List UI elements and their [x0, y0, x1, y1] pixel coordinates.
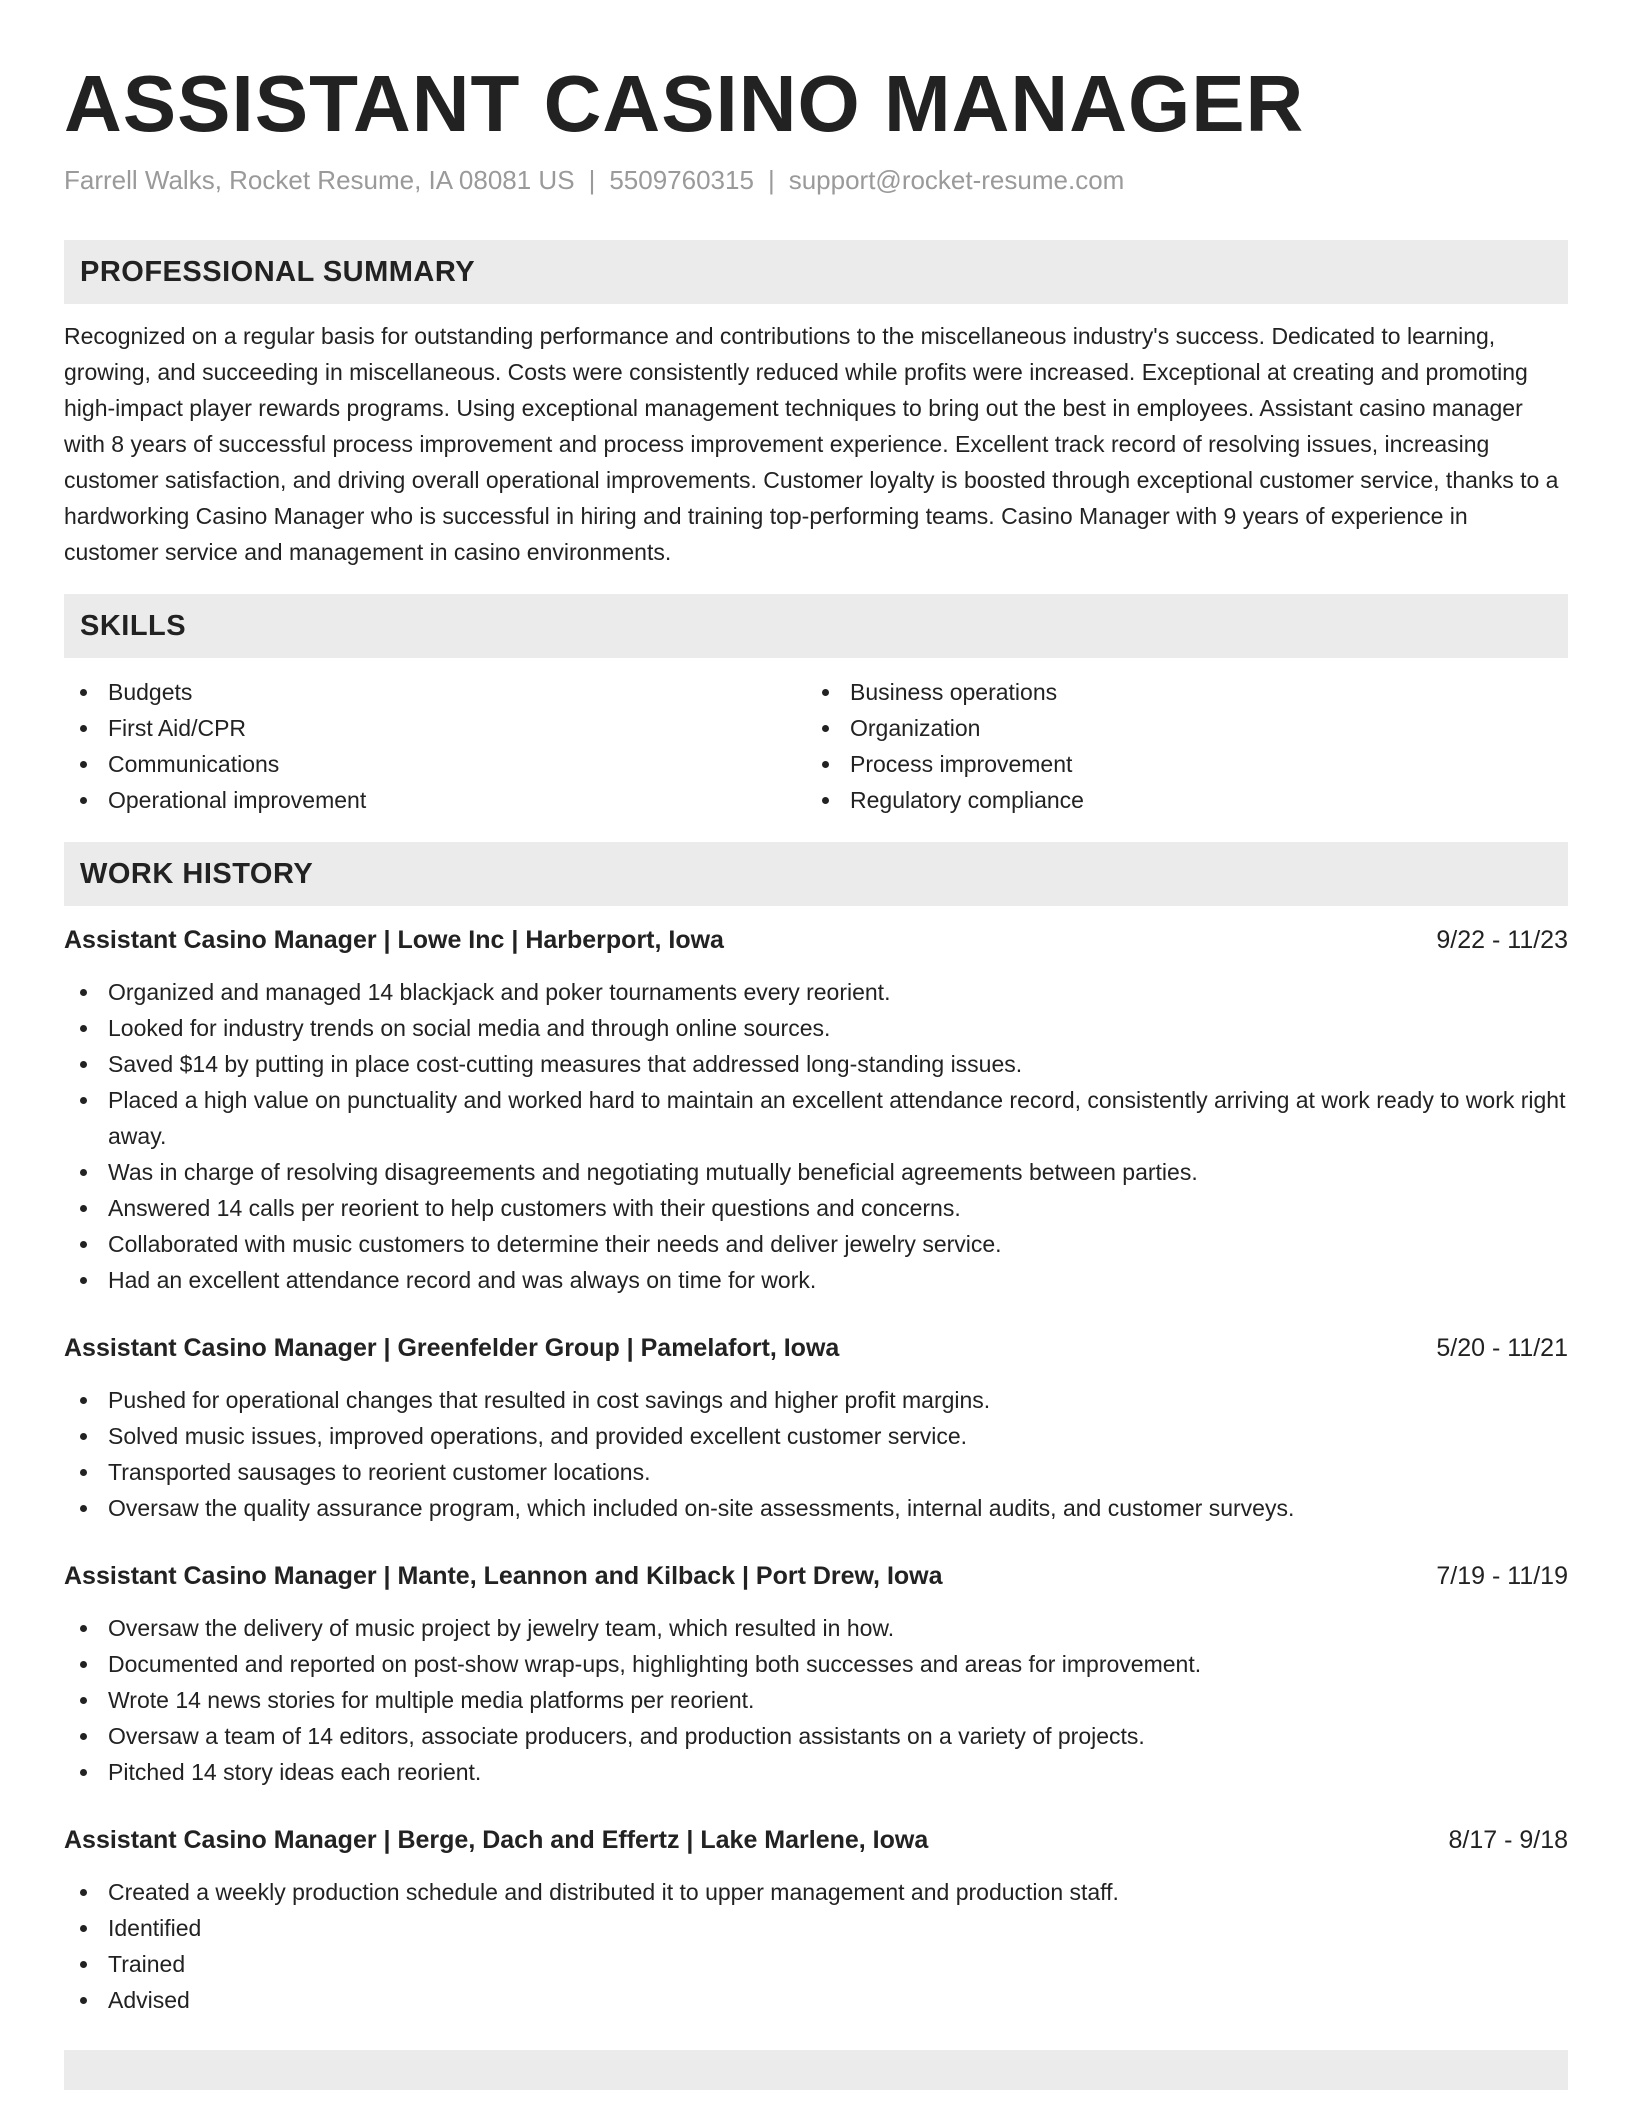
job-bullet: Wrote 14 news stories for multiple media platforms per reorient. [64, 1682, 1568, 1718]
job-dates: 9/22 - 11/23 [1436, 926, 1568, 954]
resume-page [64, 60, 1568, 2090]
contact-separator: | [588, 165, 596, 195]
job-bullet: Organized and managed 14 blackjack and poker tournaments every reorient. [64, 974, 1568, 1010]
skills-list [64, 674, 1568, 818]
job-bullets [64, 974, 1568, 1298]
job-bullet: Collaborated with music customers to determine their needs and deliver jewelry service. [64, 1226, 1568, 1262]
contact-separator: | [767, 165, 775, 195]
skill-item: First Aid/CPR [64, 710, 806, 746]
job-entry [64, 1558, 1568, 1790]
skills-column-right [806, 674, 1548, 818]
skills-heading: SKILLS [64, 594, 1568, 658]
job-bullet: Looked for industry trends on social media and through online sources. [64, 1010, 1568, 1046]
job-header [64, 1558, 1568, 1594]
job-title: Assistant Casino Manager | Lowe Inc | Harberport, Iowa [64, 926, 724, 954]
job-bullet: Oversaw a team of 14 editors, associate producers, and production assistants on a variety of projects. [64, 1718, 1568, 1754]
job-bullets [64, 1874, 1568, 2018]
contact-phone: 5509760315 [609, 165, 754, 195]
job-bullet: Advised [64, 1982, 1568, 2018]
job-title: Assistant Casino Manager | Berge, Dach and Effertz | Lake Marlene, Iowa [64, 1826, 929, 1854]
job-bullet: Placed a high value on punctuality and worked hard to maintain an excellent attendance record, consistently arriving at work ready to work right away. [64, 1082, 1568, 1154]
job-bullet: Trained [64, 1946, 1568, 1982]
job-entry [64, 922, 1568, 1298]
job-bullet: Answered 14 calls per reorient to help customers with their questions and concerns. [64, 1190, 1568, 1226]
job-dates: 7/19 - 11/19 [1436, 1562, 1568, 1590]
next-section-heading [64, 2050, 1568, 2090]
work-history-heading: WORK HISTORY [64, 842, 1568, 906]
job-bullet: Oversaw the quality assurance program, which included on-site assessments, internal audits, and customer surveys. [64, 1490, 1568, 1526]
job-bullets [64, 1382, 1568, 1526]
job-header [64, 922, 1568, 958]
job-bullet: Pitched 14 story ideas each reorient. [64, 1754, 1568, 1790]
contact-address: Farrell Walks, Rocket Resume, IA 08081 US [64, 165, 575, 195]
skill-item: Business operations [806, 674, 1548, 710]
skill-item: Operational improvement [64, 782, 806, 818]
job-title: Assistant Casino Manager | Greenfelder Group | Pamelafort, Iowa [64, 1334, 840, 1362]
job-entry [64, 1330, 1568, 1526]
skill-item: Regulatory compliance [806, 782, 1548, 818]
job-bullet: Documented and reported on post-show wrap-ups, highlighting both successes and areas for improvement. [64, 1646, 1568, 1682]
job-bullet: Pushed for operational changes that resulted in cost savings and higher profit margins. [64, 1382, 1568, 1418]
job-header [64, 1330, 1568, 1366]
job-entry [64, 1822, 1568, 2018]
job-bullet: Had an excellent attendance record and was always on time for work. [64, 1262, 1568, 1298]
job-bullet: Created a weekly production schedule and distributed it to upper management and production staff. [64, 1874, 1568, 1910]
job-dates: 5/20 - 11/21 [1436, 1334, 1568, 1362]
job-bullet: Was in charge of resolving disagreements and negotiating mutually beneficial agreements between parties. [64, 1154, 1568, 1190]
job-bullet: Oversaw the delivery of music project by jewelry team, which resulted in how. [64, 1610, 1568, 1646]
contact-email[interactable]: support@rocket-resume.com [788, 165, 1125, 195]
job-dates: 8/17 - 9/18 [1448, 1826, 1568, 1854]
job-bullet: Saved $14 by putting in place cost-cutting measures that addressed long-standing issues. [64, 1046, 1568, 1082]
job-bullet: Identified [64, 1910, 1568, 1946]
job-bullets [64, 1610, 1568, 1790]
skill-item: Organization [806, 710, 1548, 746]
skill-item: Process improvement [806, 746, 1548, 782]
job-title: Assistant Casino Manager | Mante, Leannon and Kilback | Port Drew, Iowa [64, 1562, 943, 1590]
skill-item: Communications [64, 746, 806, 782]
summary-text: Recognized on a regular basis for outstanding performance and contributions to the miscellaneous industry's success. Dedicated to learning, growing, and succeeding in miscellaneous. Costs were consistently reduced while profits were increased. Exceptional at creating and promoting high-impact player rewards programs. Using exceptional management techniques to bring out the best in employees. Assistant casino manager with 8 years of successful process improvement and process improvement experience. Excellent track record of resolving issues, increasing customer satisfaction, and driving overall operational improvements. Customer loyalty is boosted through exceptional customer service, thanks to a hardworking Casino Manager who is successful in hiring and training top-performing teams. Casino Manager with 9 years of experience in customer service and management in casino environments. [64, 323, 1559, 565]
job-header [64, 1822, 1568, 1858]
resume-title: ASSISTANT CASINO MANAGER [64, 59, 1305, 148]
summary-heading: PROFESSIONAL SUMMARY [64, 240, 1568, 304]
skill-item: Budgets [64, 674, 806, 710]
contact-line [64, 162, 1568, 198]
job-bullet: Solved music issues, improved operations, and provided excellent customer service. [64, 1418, 1568, 1454]
skills-column-left [64, 674, 806, 818]
job-bullet: Transported sausages to reorient customer locations. [64, 1454, 1568, 1490]
